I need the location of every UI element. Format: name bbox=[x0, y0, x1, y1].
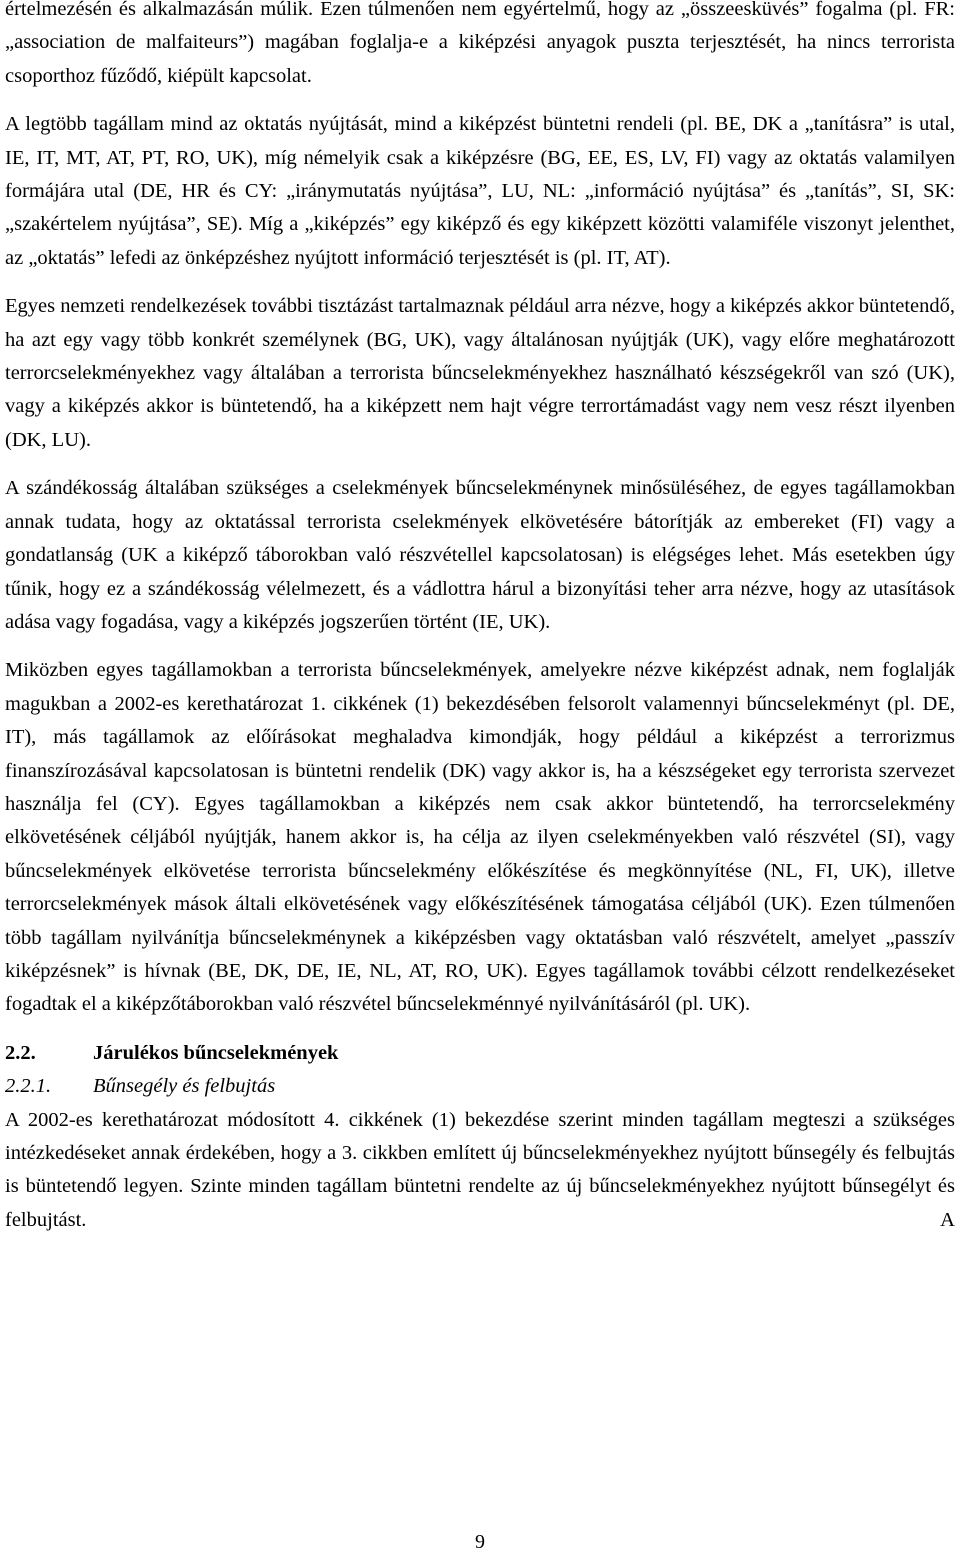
section-title: Járulékos bűncselekmények bbox=[93, 1041, 339, 1064]
subsection-title: Bűnsegély és felbujtás bbox=[93, 1075, 276, 1098]
paragraph-1: értelmezésén és alkalmazásán múlik. Ezen túlmenően nem egyértelmű, hogy az „összeesküvés” fogalma (pl. FR: „association de malfaiteurs”) magában foglalja-e a kiképzési anyagok puszta terjesztését, ha nincs terrorista csoporthoz fűződő, kiépült kapcsolat. bbox=[5, 0, 955, 87]
paragraph-3: Egyes nemzeti rendelkezések további tisztázást tartalmaznak például arra nézve, hogy a kiképzés akkor büntetendő, ha azt egy vagy több konkrét személynek (BG, UK), vagy általánosan nyújtják (UK), vagy előre meghatározott terrorcselekményekhez vagy általában a terrorista bűncselekményekhez használható készségekről van szó (UK), vagy a kiképzés akkor is büntetendő, ha a kiképzett nem hajt végre terrortámadást vagy nem vesz részt ilyenben (DK, LU). bbox=[5, 295, 955, 451]
paragraph-6: A 2002-es kerethatározat módosított 4. cikkének (1) bekezdése szerint minden tagállam megteszi a szükséges intézkedéseket annak érdekében, hogy a 3. cikkben említett új bűncselekményekhez nyújtott bűnsegély és felbujtás is büntetendő legyen. Szinte minden tagállam büntetni rendelte az új bűncselekményekhez nyújtott bűnsegélyt és felbujtást. A bbox=[5, 1108, 955, 1231]
paragraph-4: A szándékosság általában szükséges a cselekmények bűncselekménynek minősüléséhez, de egyes tagállamokban annak tudata, hogy az oktatással terrorista cselekmények elkövetésére bátorítják az embereket (FI) vagy a gondatlanság (UK a kiképző táborokban való részvétellel kapcsolatosan) is elégséges lehet. Más esetekben úgy tűnik, hogy ez a szándékosság vélelmezett, és a vádlottra hárul a bizonyítási teher arra nézve, hogy az utasítások adása vagy fogadása, vagy a kiképzés jogszerűen történt (IE, UK). bbox=[5, 477, 955, 633]
paragraph-2: A legtöbb tagállam mind az oktatás nyújtását, mind a kiképzést büntetni rendeli (pl. BE, DK a „tanításra” is utal, IE, IT, MT, AT, PT, RO, UK), míg némelyik csak a kiképzésre (BG, EE, ES, LV, FI) vagy az oktatás valamilyen formájára utal (DE, HR és CY: „iránymutatás nyújtása”, LU, NL: „információ nyújtása” és „tanítás”, SI, SK: „szakértelem nyújtása”, SE). Míg a „kiképzés” egy kiképző és egy kiképzett közötti valamiféle viszonyt jelenthet, az „oktatás” lefedi az önképzéshez nyújtott információ terjesztését is (pl. IT, AT). bbox=[5, 113, 955, 269]
document-page bbox=[5, 0, 955, 1252]
subsection-number: 2.2.1. bbox=[5, 1075, 52, 1098]
subsection-heading bbox=[5, 1070, 955, 1103]
section-number: 2.2. bbox=[5, 1041, 36, 1064]
section-heading bbox=[5, 1037, 955, 1070]
paragraph-5: Miközben egyes tagállamokban a terrorista bűncselekmények, amelyekre nézve kiképzést adnak, nem foglalják magukban a 2002-es kerethatározat 1. cikkének (1) bekezdésében felsorolt valamennyi bűncselekményt (pl. DE, IT), más tagállamok az előírásokat meghaladva kimondják, hogy például a kiképzést a terrorizmus finanszírozásával kapcsolatosan is büntetni rendelik (DK) vagy akkor is, ha a készségeket egy terrorista szervezet használja fel (CY). Egyes tagállamokban a kiképzés nem csak akkor büntetendő, ha terrorcselekmény elkövetésének céljából nyújtják, hanem akkor is, ha célja az ilyen cselekményekben való részvétel (SI), vagy bűncselekmények elkövetése terrorista bűncselekmény előkészítése és megkönnyítése (NL, FI, UK), illetve terrorcselekmények mások általi elkövetésének vagy előkészítésének támogatása céljából (UK). Ezen túlmenően több tagállam nyilvánítja bűncselekménynek a kiképzésben vagy oktatásban való részvételt, amelyet „passzív kiképzésnek” is hívnak (BE, DK, DE, IE, NL, AT, RO, UK). Egyes tagállamok további célzott rendelkezéseket fogadtak el a kiképzőtáborokban való részvétel bűncselekménnyé nyilvánításáról (pl. UK). bbox=[5, 659, 955, 1016]
page-number: 9 bbox=[475, 1531, 485, 1553]
